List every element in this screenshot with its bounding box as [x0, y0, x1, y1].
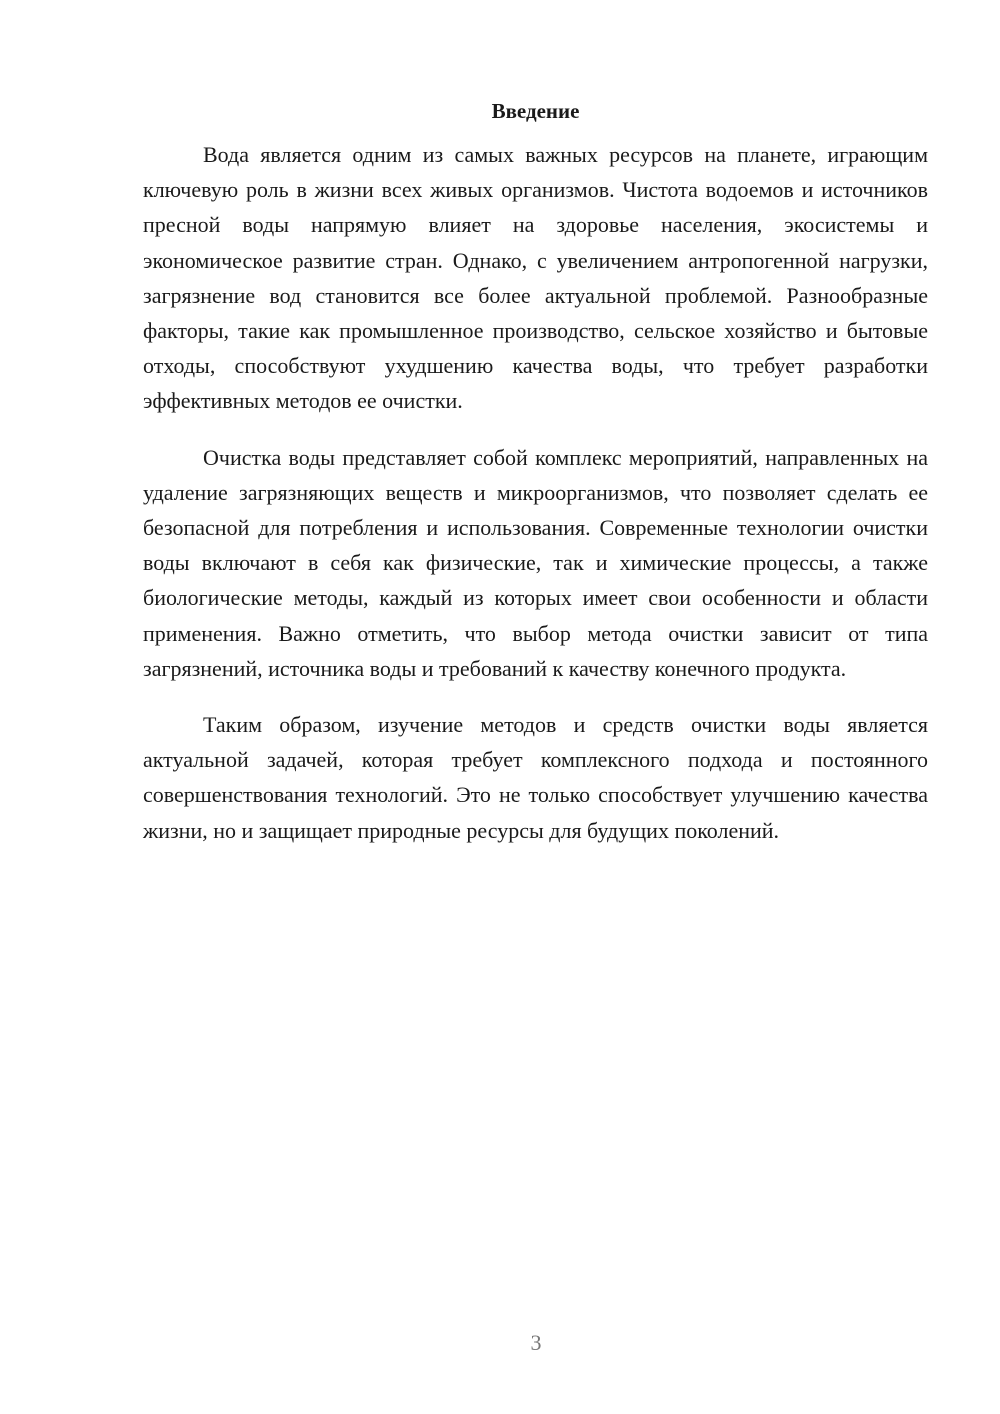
- paragraph-3: Таким образом, изучение методов и средств очистки воды является актуальной задачей, которая требует комплексного подхода и постоянного совершенствования технологий. Это не только способствует улучшению качества жизни, но и защищает природные ресурсы для будущих поколений.: [143, 712, 928, 843]
- paragraph-1: Вода является одним из самых важных ресурсов на планете, играющим ключевую роль в жизни всех живых организмов. Чистота водоемов и источников пресной воды напрямую влияет на здоровье населения, экосистемы и экономическое развитие стран. Однако, с увеличением антропогенной нагрузки, загрязнение вод становится все более актуальной проблемой. Разнообразные факторы, такие как промышленное производство, сельское хозяйство и бытовые отходы, способствуют ухудшению качества воды, что требует разработки эффективных методов ее очистки.: [143, 142, 928, 414]
- section-heading: Введение: [491, 99, 580, 123]
- page-number: 3: [530, 1330, 542, 1355]
- paragraph-2: Очистка воды представляет собой комплекс мероприятий, направленных на удаление загрязняющих веществ и микроорганизмов, что позволяет сделать ее безопасной для потребления и использования. Современные технологии очистки воды включают в себя как физические, так и химические процессы, а также биологические методы, каждый из которых имеет свои особенности и области применения. Важно отметить, что выбор метода очистки зависит от типа загрязнений, источника воды и требований к качеству конечного продукта.: [143, 444, 928, 681]
- page-content: [143, 94, 928, 869]
